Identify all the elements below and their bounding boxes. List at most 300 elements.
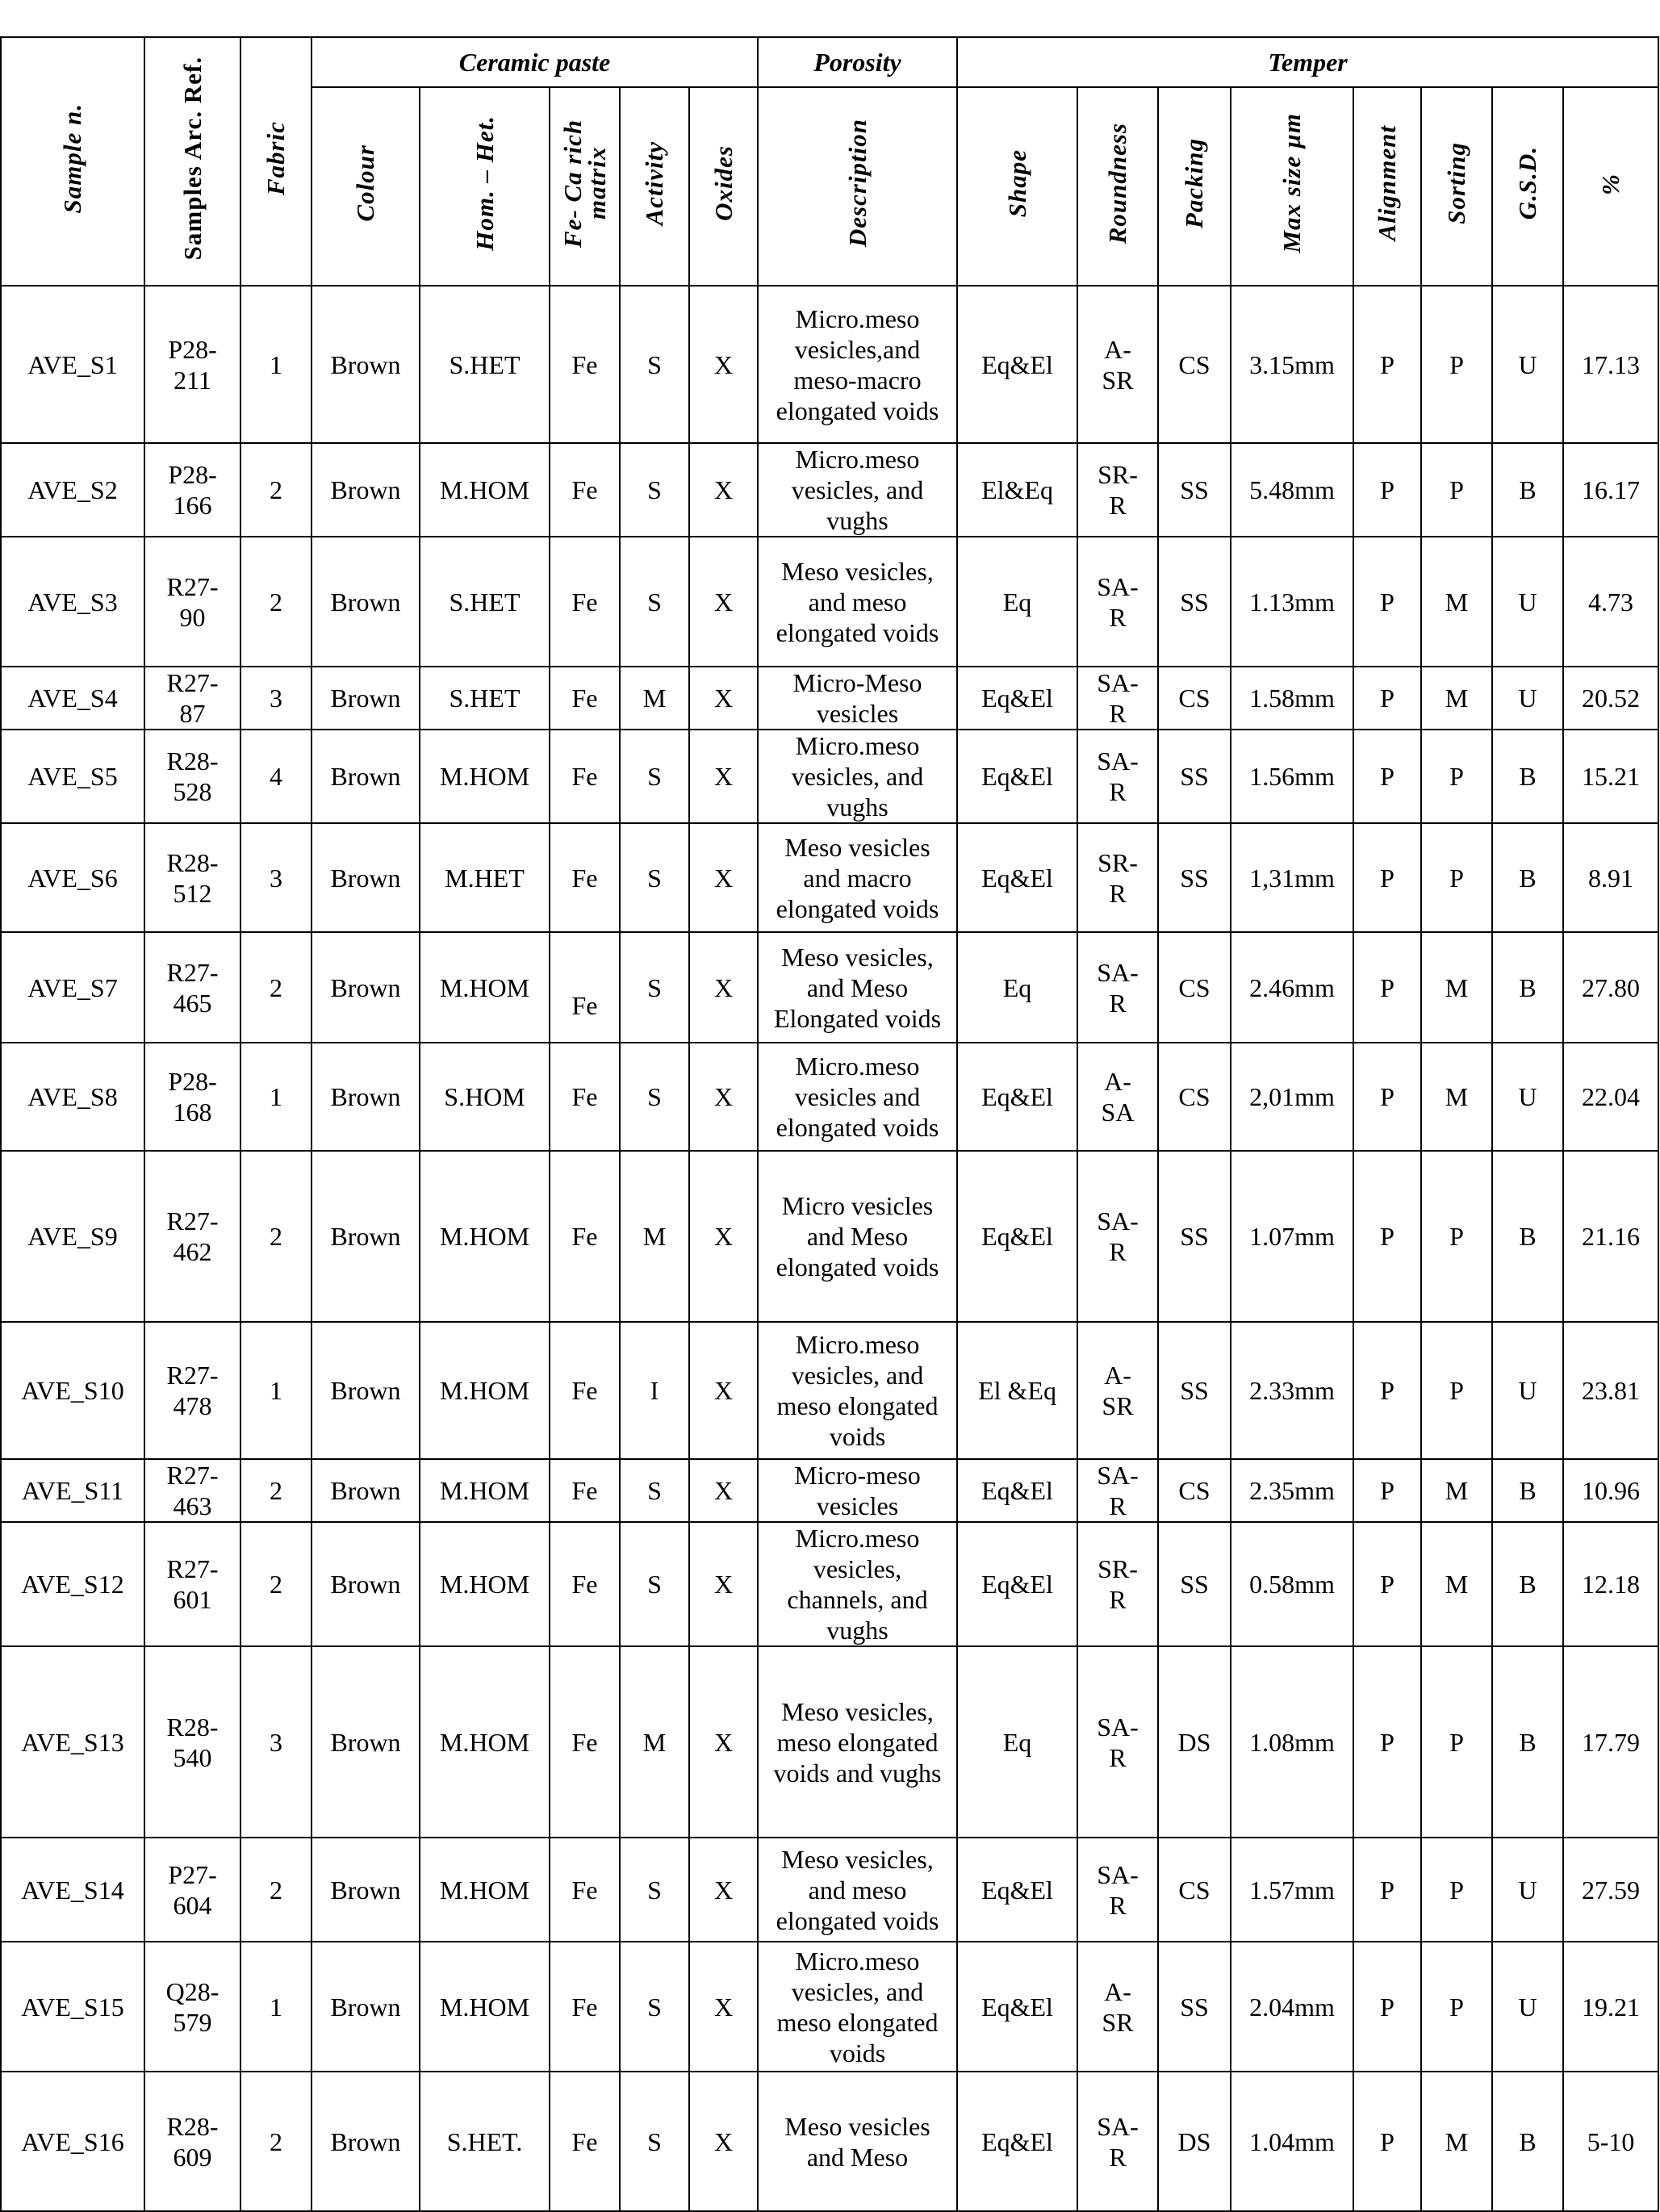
table-row: [1, 443, 1658, 537]
description-cell: Meso vesicles, and meso elongated voids: [758, 537, 957, 667]
fe-ca-cell: Fe: [550, 1838, 620, 1942]
alignment-cell: P: [1353, 1522, 1421, 1646]
fe-ca-cell: Fe: [550, 1646, 620, 1838]
hom-het-cell: M.HOM: [420, 1942, 550, 2072]
colour-cell: Brown: [312, 2072, 420, 2211]
table-row: [1, 1043, 1658, 1151]
shape-cell: Eq&El: [957, 1459, 1077, 1522]
max-size-cell: 1.08mm: [1231, 1646, 1353, 1838]
activity-cell: S: [620, 537, 689, 667]
petrographic-table: [0, 36, 1659, 2212]
header-roundness: Roundness: [1077, 87, 1158, 286]
hom-het-cell: M.HOM: [420, 730, 550, 823]
colour-cell: Brown: [312, 443, 420, 537]
max-size-cell: 5.48mm: [1231, 443, 1353, 537]
packing-cell: CS: [1158, 1459, 1231, 1522]
oxides-cell: X: [689, 1043, 758, 1151]
shape-cell: Eq&El: [957, 2072, 1077, 2211]
description-cell: Micro-meso vesicles: [758, 1459, 957, 1522]
sorting-cell: P: [1421, 823, 1492, 932]
alignment-cell: P: [1353, 1942, 1421, 2072]
sorting-cell: P: [1421, 286, 1492, 443]
percent-cell: 23.81: [1563, 1322, 1658, 1459]
roundness-cell: A-SR: [1077, 286, 1158, 443]
sorting-cell: P: [1421, 1942, 1492, 2072]
packing-cell: SS: [1158, 1522, 1231, 1646]
max-size-cell: 1.56mm: [1231, 730, 1353, 823]
packing-cell: CS: [1158, 286, 1231, 443]
roundness-cell: SA-R: [1077, 1646, 1158, 1838]
oxides-cell: X: [689, 1838, 758, 1942]
max-size-cell: 3.15mm: [1231, 286, 1353, 443]
shape-cell: Eq&El: [957, 1522, 1077, 1646]
activity-cell: S: [620, 932, 689, 1043]
percent-cell: 12.18: [1563, 1522, 1658, 1646]
description-cell: Meso vesicles, meso elongated voids and vughs: [758, 1646, 957, 1838]
header-oxides: Oxides: [689, 87, 758, 286]
oxides-cell: X: [689, 1151, 758, 1322]
group-ceramic-paste: Ceramic paste: [312, 37, 758, 87]
max-size-cell: 1.04mm: [1231, 2072, 1353, 2211]
percent-cell: 5-10: [1563, 2072, 1658, 2211]
packing-cell: SS: [1158, 1151, 1231, 1322]
packing-cell: DS: [1158, 2072, 1231, 2211]
percent-cell: 27.80: [1563, 932, 1658, 1043]
table-row: [1, 1522, 1658, 1646]
table-row: [1, 537, 1658, 667]
hom-het-cell: S.HET.: [420, 2072, 550, 2211]
arc-ref-cell: R28-528: [144, 730, 240, 823]
shape-cell: Eq&El: [957, 1942, 1077, 2072]
header-sample-n: Sample n.: [1, 37, 144, 286]
sample-n-cell: AVE_S9: [1, 1151, 144, 1322]
activity-cell: S: [620, 2072, 689, 2211]
activity-cell: S: [620, 730, 689, 823]
hom-het-cell: S.HET: [420, 286, 550, 443]
packing-cell: SS: [1158, 823, 1231, 932]
table-row: [1, 932, 1658, 1043]
description-cell: Micro.meso vesicles and elongated voids: [758, 1043, 957, 1151]
roundness-cell: A-SR: [1077, 1942, 1158, 2072]
sample-n-cell: AVE_S1: [1, 286, 144, 443]
gsd-cell: B: [1492, 932, 1563, 1043]
gsd-cell: U: [1492, 1942, 1563, 2072]
gsd-cell: B: [1492, 1646, 1563, 1838]
fabric-cell: 2: [240, 537, 312, 667]
activity-cell: M: [620, 667, 689, 730]
shape-cell: Eq: [957, 1646, 1077, 1838]
shape-cell: Eq: [957, 537, 1077, 667]
header-activity: Activity: [620, 87, 689, 286]
description-cell: Meso vesicles, and Meso Elongated voids: [758, 932, 957, 1043]
activity-cell: M: [620, 1151, 689, 1322]
arc-ref-cell: R27-463: [144, 1459, 240, 1522]
sorting-cell: M: [1421, 1522, 1492, 1646]
gsd-cell: U: [1492, 667, 1563, 730]
shape-cell: Eq&El: [957, 730, 1077, 823]
shape-cell: Eq: [957, 932, 1077, 1043]
colour-cell: Brown: [312, 1646, 420, 1838]
max-size-cell: 2.33mm: [1231, 1322, 1353, 1459]
sample-n-cell: AVE_S4: [1, 667, 144, 730]
alignment-cell: P: [1353, 823, 1421, 932]
header-colour: Colour: [312, 87, 420, 286]
fabric-cell: 2: [240, 1151, 312, 1322]
arc-ref-cell: R28-540: [144, 1646, 240, 1838]
header-max-size: Max size µm: [1231, 87, 1353, 286]
roundness-cell: SA-R: [1077, 730, 1158, 823]
gsd-cell: B: [1492, 1522, 1563, 1646]
description-cell: Micro vesicles and Meso elongated voids: [758, 1151, 957, 1322]
table-row: [1, 1151, 1658, 1322]
fe-ca-cell: Fe: [550, 286, 620, 443]
alignment-cell: P: [1353, 1838, 1421, 1942]
gsd-cell: U: [1492, 286, 1563, 443]
sorting-cell: M: [1421, 667, 1492, 730]
arc-ref-cell: P27-604: [144, 1838, 240, 1942]
fabric-cell: 3: [240, 823, 312, 932]
gsd-cell: U: [1492, 537, 1563, 667]
packing-cell: SS: [1158, 537, 1231, 667]
shape-cell: Eq&El: [957, 1151, 1077, 1322]
header-gsd: G.S.D.: [1492, 87, 1563, 286]
description-cell: Meso vesicles, and meso elongated voids: [758, 1838, 957, 1942]
fe-ca-cell: Fe: [550, 1322, 620, 1459]
shape-cell: Eq&El: [957, 286, 1077, 443]
max-size-cell: 0.58mm: [1231, 1522, 1353, 1646]
fe-ca-cell: Fe: [550, 443, 620, 537]
sample-n-cell: AVE_S6: [1, 823, 144, 932]
oxides-cell: X: [689, 667, 758, 730]
activity-cell: M: [620, 1646, 689, 1838]
oxides-cell: X: [689, 286, 758, 443]
colour-cell: Brown: [312, 286, 420, 443]
oxides-cell: X: [689, 537, 758, 667]
description-cell: Micro.meso vesicles, and meso elongated voids: [758, 1322, 957, 1459]
oxides-cell: X: [689, 1522, 758, 1646]
sorting-cell: P: [1421, 1646, 1492, 1838]
fabric-cell: 2: [240, 1838, 312, 1942]
hom-het-cell: M.HOM: [420, 1838, 550, 1942]
fe-ca-cell: Fe: [550, 1942, 620, 2072]
fe-ca-cell: Fe: [550, 1522, 620, 1646]
alignment-cell: P: [1353, 1043, 1421, 1151]
oxides-cell: X: [689, 730, 758, 823]
header-description: Description: [758, 87, 957, 286]
colour-cell: Brown: [312, 1151, 420, 1322]
max-size-cell: 2.46mm: [1231, 932, 1353, 1043]
gsd-cell: U: [1492, 1322, 1563, 1459]
roundness-cell: SR-R: [1077, 1522, 1158, 1646]
activity-cell: S: [620, 823, 689, 932]
hom-het-cell: S.HET: [420, 537, 550, 667]
description-cell: Micro.meso vesicles, and vughs: [758, 443, 957, 537]
fe-ca-cell: Fe: [550, 2072, 620, 2211]
sample-n-cell: AVE_S5: [1, 730, 144, 823]
table-row: [1, 667, 1658, 730]
percent-cell: 16.17: [1563, 443, 1658, 537]
percent-cell: 22.04: [1563, 1043, 1658, 1151]
sorting-cell: M: [1421, 2072, 1492, 2211]
hom-het-cell: S.HET: [420, 667, 550, 730]
sorting-cell: P: [1421, 730, 1492, 823]
oxides-cell: X: [689, 1646, 758, 1838]
colour-cell: Brown: [312, 1522, 420, 1646]
hom-het-cell: M.HOM: [420, 1459, 550, 1522]
sample-n-cell: AVE_S10: [1, 1322, 144, 1459]
roundness-cell: SR-R: [1077, 823, 1158, 932]
arc-ref-cell: P28-168: [144, 1043, 240, 1151]
alignment-cell: P: [1353, 286, 1421, 443]
roundness-cell: SA-R: [1077, 537, 1158, 667]
roundness-cell: SR-R: [1077, 443, 1158, 537]
shape-cell: Eq&El: [957, 1838, 1077, 1942]
table-row: [1, 823, 1658, 932]
gsd-cell: B: [1492, 1459, 1563, 1522]
oxides-cell: X: [689, 1459, 758, 1522]
shape-cell: Eq&El: [957, 823, 1077, 932]
alignment-cell: P: [1353, 730, 1421, 823]
shape-cell: Eq&El: [957, 667, 1077, 730]
hom-het-cell: S.HOM: [420, 1043, 550, 1151]
colour-cell: Brown: [312, 1838, 420, 1942]
group-porosity: Porosity: [758, 37, 957, 87]
fabric-cell: 2: [240, 2072, 312, 2211]
colour-cell: Brown: [312, 1043, 420, 1151]
fabric-cell: 2: [240, 1459, 312, 1522]
fabric-cell: 2: [240, 932, 312, 1043]
table-row: [1, 730, 1658, 823]
packing-cell: SS: [1158, 730, 1231, 823]
roundness-cell: SA-R: [1077, 1838, 1158, 1942]
gsd-cell: B: [1492, 730, 1563, 823]
sample-n-cell: AVE_S7: [1, 932, 144, 1043]
fe-ca-cell: Fe: [550, 667, 620, 730]
max-size-cell: 1,31mm: [1231, 823, 1353, 932]
gsd-cell: B: [1492, 823, 1563, 932]
hom-het-cell: M.HET: [420, 823, 550, 932]
fe-ca-cell: Fe: [550, 1151, 620, 1322]
activity-cell: S: [620, 1459, 689, 1522]
sorting-cell: P: [1421, 443, 1492, 537]
colour-cell: Brown: [312, 667, 420, 730]
gsd-cell: U: [1492, 1043, 1563, 1151]
percent-cell: 8.91: [1563, 823, 1658, 932]
roundness-cell: SA-R: [1077, 1151, 1158, 1322]
alignment-cell: P: [1353, 537, 1421, 667]
fe-ca-cell: Fe: [550, 823, 620, 932]
group-header-row: [1, 37, 1658, 87]
header-alignment: Alignment: [1353, 87, 1421, 286]
roundness-cell: SA-R: [1077, 667, 1158, 730]
description-cell: Micro.meso vesicles, and vughs: [758, 730, 957, 823]
description-cell: Micro.meso vesicles,and meso-macro elongated voids: [758, 286, 957, 443]
description-cell: Micro.meso vesicles, and meso elongated voids: [758, 1942, 957, 2072]
oxides-cell: X: [689, 1322, 758, 1459]
sample-n-cell: AVE_S8: [1, 1043, 144, 1151]
arc-ref-cell: R28-609: [144, 2072, 240, 2211]
sample-n-cell: AVE_S2: [1, 443, 144, 537]
table-row: [1, 1646, 1658, 1838]
roundness-cell: SA-R: [1077, 1459, 1158, 1522]
arc-ref-cell: Q28-579: [144, 1942, 240, 2072]
alignment-cell: P: [1353, 932, 1421, 1043]
colour-cell: Brown: [312, 537, 420, 667]
percent-cell: 19.21: [1563, 1942, 1658, 2072]
hom-het-cell: M.HOM: [420, 443, 550, 537]
alignment-cell: P: [1353, 667, 1421, 730]
colour-cell: Brown: [312, 823, 420, 932]
fabric-cell: 1: [240, 286, 312, 443]
sorting-cell: M: [1421, 537, 1492, 667]
sample-n-cell: AVE_S14: [1, 1838, 144, 1942]
oxides-cell: X: [689, 2072, 758, 2211]
sample-n-cell: AVE_S3: [1, 537, 144, 667]
max-size-cell: 2,01mm: [1231, 1043, 1353, 1151]
oxides-cell: X: [689, 1942, 758, 2072]
sorting-cell: P: [1421, 1151, 1492, 1322]
table-row: [1, 1322, 1658, 1459]
max-size-cell: 1.57mm: [1231, 1838, 1353, 1942]
alignment-cell: P: [1353, 1459, 1421, 1522]
fe-ca-cell: Fe: [550, 932, 620, 1043]
percent-cell: 21.16: [1563, 1151, 1658, 1322]
hom-het-cell: M.HOM: [420, 1151, 550, 1322]
sample-n-cell: AVE_S12: [1, 1522, 144, 1646]
percent-cell: 10.96: [1563, 1459, 1658, 1522]
percent-cell: 17.79: [1563, 1646, 1658, 1838]
colour-cell: Brown: [312, 932, 420, 1043]
gsd-cell: U: [1492, 1838, 1563, 1942]
packing-cell: CS: [1158, 932, 1231, 1043]
hom-het-cell: M.HOM: [420, 932, 550, 1043]
sample-n-cell: AVE_S11: [1, 1459, 144, 1522]
fabric-cell: 4: [240, 730, 312, 823]
alignment-cell: P: [1353, 1151, 1421, 1322]
fabric-cell: 1: [240, 1322, 312, 1459]
percent-cell: 4.73: [1563, 537, 1658, 667]
header-fe-ca-rich-matrix: Fe- Ca rich matrix: [550, 87, 620, 286]
oxides-cell: X: [689, 932, 758, 1043]
activity-cell: I: [620, 1322, 689, 1459]
description-cell: Micro.meso vesicles, channels, and vughs: [758, 1522, 957, 1646]
alignment-cell: P: [1353, 2072, 1421, 2211]
arc-ref-cell: P28-166: [144, 443, 240, 537]
arc-ref-cell: R27-462: [144, 1151, 240, 1322]
fabric-cell: 3: [240, 667, 312, 730]
sorting-cell: P: [1421, 1838, 1492, 1942]
hom-het-cell: M.HOM: [420, 1522, 550, 1646]
max-size-cell: 1.07mm: [1231, 1151, 1353, 1322]
fabric-cell: 1: [240, 1942, 312, 2072]
fabric-cell: 3: [240, 1646, 312, 1838]
sample-n-cell: AVE_S16: [1, 2072, 144, 2211]
table-header: [1, 37, 1658, 286]
activity-cell: S: [620, 443, 689, 537]
colour-cell: Brown: [312, 730, 420, 823]
roundness-cell: SA-R: [1077, 2072, 1158, 2211]
shape-cell: El&Eq: [957, 443, 1077, 537]
percent-cell: 15.21: [1563, 730, 1658, 823]
arc-ref-cell: R27-601: [144, 1522, 240, 1646]
fe-ca-cell: Fe: [550, 537, 620, 667]
packing-cell: CS: [1158, 1043, 1231, 1151]
fe-ca-cell: Fe: [550, 1459, 620, 1522]
packing-cell: SS: [1158, 1942, 1231, 2072]
table-row: [1, 1838, 1658, 1942]
activity-cell: S: [620, 1942, 689, 2072]
header-sorting: Sorting: [1421, 87, 1492, 286]
max-size-cell: 1.58mm: [1231, 667, 1353, 730]
max-size-cell: 1.13mm: [1231, 537, 1353, 667]
max-size-cell: 2.35mm: [1231, 1459, 1353, 1522]
oxides-cell: X: [689, 443, 758, 537]
header-fabric: Fabric: [240, 37, 312, 286]
hom-het-cell: M.HOM: [420, 1646, 550, 1838]
roundness-cell: SA-R: [1077, 932, 1158, 1043]
shape-cell: El &Eq: [957, 1322, 1077, 1459]
packing-cell: SS: [1158, 1322, 1231, 1459]
packing-cell: DS: [1158, 1646, 1231, 1838]
percent-cell: 17.13: [1563, 286, 1658, 443]
gsd-cell: B: [1492, 1151, 1563, 1322]
activity-cell: S: [620, 1838, 689, 1942]
fe-ca-cell: Fe: [550, 1043, 620, 1151]
description-cell: Meso vesicles and Meso: [758, 2072, 957, 2211]
alignment-cell: P: [1353, 1646, 1421, 1838]
oxides-cell: X: [689, 823, 758, 932]
arc-ref-cell: R28-512: [144, 823, 240, 932]
packing-cell: SS: [1158, 443, 1231, 537]
fe-ca-cell: Fe: [550, 730, 620, 823]
colour-cell: Brown: [312, 1459, 420, 1522]
sorting-cell: M: [1421, 1459, 1492, 1522]
table-row: [1, 286, 1658, 443]
sample-n-cell: AVE_S13: [1, 1646, 144, 1838]
hom-het-cell: M.HOM: [420, 1322, 550, 1459]
table-row: [1, 1459, 1658, 1522]
group-temper: Temper: [957, 37, 1658, 87]
header-hom-het: Hom. – Het.: [420, 87, 550, 286]
alignment-cell: P: [1353, 1322, 1421, 1459]
table-row: [1, 1942, 1658, 2072]
arc-ref-cell: P28-211: [144, 286, 240, 443]
arc-ref-cell: R27-90: [144, 537, 240, 667]
table-body: [1, 286, 1658, 2211]
sorting-cell: M: [1421, 932, 1492, 1043]
arc-ref-cell: R27-478: [144, 1322, 240, 1459]
fabric-cell: 2: [240, 1522, 312, 1646]
packing-cell: CS: [1158, 667, 1231, 730]
gsd-cell: B: [1492, 2072, 1563, 2211]
sorting-cell: P: [1421, 1322, 1492, 1459]
colour-cell: Brown: [312, 1942, 420, 2072]
description-cell: Meso vesicles and macro elongated voids: [758, 823, 957, 932]
fabric-cell: 1: [240, 1043, 312, 1151]
roundness-cell: A-SA: [1077, 1043, 1158, 1151]
description-cell: Micro-Meso vesicles: [758, 667, 957, 730]
percent-cell: 27.59: [1563, 1838, 1658, 1942]
activity-cell: S: [620, 286, 689, 443]
roundness-cell: A-SR: [1077, 1322, 1158, 1459]
header-percent: %: [1563, 87, 1658, 286]
header-samples-arc-ref: Samples Arc. Ref.: [144, 37, 240, 286]
colour-cell: Brown: [312, 1322, 420, 1459]
activity-cell: S: [620, 1522, 689, 1646]
sample-n-cell: AVE_S15: [1, 1942, 144, 2072]
header-packing: Packing: [1158, 87, 1231, 286]
alignment-cell: P: [1353, 443, 1421, 537]
